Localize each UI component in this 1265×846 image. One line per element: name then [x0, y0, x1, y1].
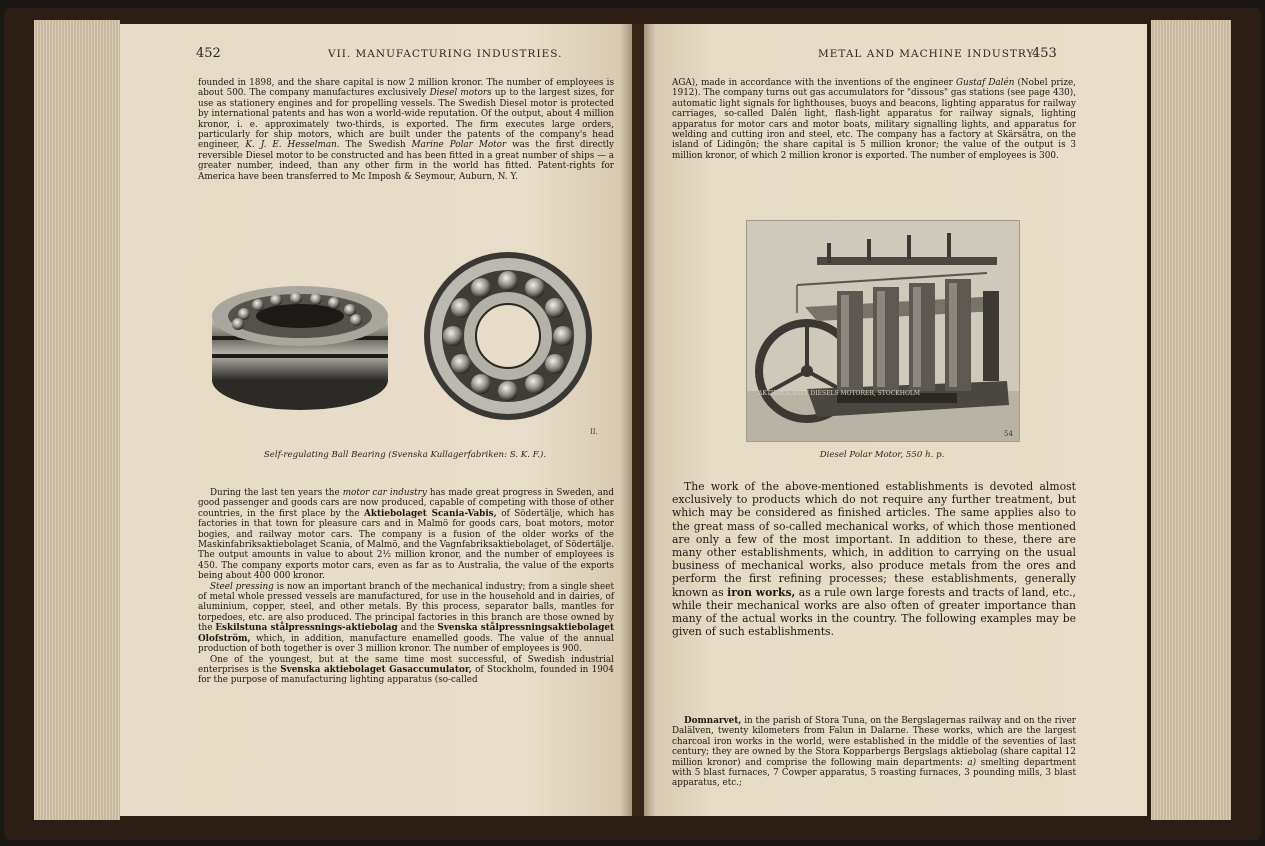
running-head-left: VII. MANUFACTURING INDUSTRIES.	[328, 48, 563, 60]
text-run: Marine Polar Motor	[411, 140, 507, 151]
text-run: The work of the above-mentioned establishments is devoted almost exclusively to products which do not require any further treatment, but which may be considered as finished articles. The same applies also to the great mass of so-called mechanical works, of which those mentioned are only a few of the most important. In addition to these, there are many other establishments, which, in addition to carrying on the usual business of mechanical works, also produce metals from the ores and perform the first refining processes; these establishments, generally known as	[672, 480, 1076, 599]
running-head-right: METAL AND MACHINE INDUSTRY.	[818, 48, 1038, 60]
left-page-edges	[34, 20, 120, 820]
right-paragraph-2	[672, 480, 1076, 638]
ball-bearing-illustration	[208, 250, 608, 450]
text-run: Steel pressing	[210, 581, 274, 592]
page-number-right: 453	[1032, 46, 1057, 61]
text-run: and the	[397, 623, 438, 634]
text-run: The Swedish	[339, 140, 412, 151]
motor-plate-text: AKTIEBOLAGET DIESELS MOTORER, STOCKHOLM	[758, 390, 921, 397]
figure-mark: II.	[590, 428, 598, 436]
text-run: of Stockholm, founded in 1904 for the purpose of manufacturing lighting apparatus (so-called	[198, 664, 614, 686]
text-run: of Södertälje, which has factories in that town for pleasure cars and in Malmö for goods cars, boat motors, motor bogies, and railway motor cars. The company is a fusion of the older works of the Maskinfabriksaktiebolaget Scania, of Malmö, and the Vagnfabriksaktiebolaget, of Södertälje. The output amounts in value to about 2½ million kronor, and the number of employees is 450. The company exports motor cars, even as far as to Australia, the value of the exports being about 400 000 kronor.	[198, 508, 614, 582]
text-run: which, in addition, manufacture enamelled goods. The value of the annual production of both together is over 3 million kronor. The number of employees is 900.	[198, 633, 614, 655]
ball-bearing-caption: Self-regulating Ball Bearing (Svenska Kullagerfabriken: S. K. F.).	[263, 450, 547, 460]
text-run: Svenska stålpressningsaktiebolaget Olofström,	[198, 623, 615, 644]
book-gutter	[620, 24, 656, 816]
photo-number: 54	[1004, 430, 1013, 438]
text-run: Domnarvet,	[684, 716, 742, 726]
text-run: founded in 1898, and the share capital is now 2 million kronor. The number of employees is about 500. The company manufactures exclusively	[198, 78, 614, 99]
radial-ball-bearing	[424, 252, 592, 420]
text-run: (Nobel prize, 1912). The company turns out gas accumulators for "dissous" gas stations (see page 430), automatic light signals for lighthouses, buoys and beacons, lighting apparatus for railway carriages, so-called Dalén light, flash-light apparatus for railway signals, lighting apparatus for motor cars and motor boats, military signalling lights, and apparatus for welding and cutting iron and steel, etc. The company has a factory at Skärsätra, on the island of Lidingön; the share capital is 5 million kronor; the value of the output is 3 million kronor, of which 2 million kronor is exported. The number of employees is 300.	[672, 78, 1076, 161]
text-run: K. J. E. Hesselman.	[245, 140, 340, 151]
text-run: Diesel motors	[429, 88, 492, 99]
text-run: Aktiebolaget Scania-Vabis,	[364, 508, 497, 519]
diesel-motor-photo	[746, 220, 1020, 442]
diesel-motor-drawing	[747, 221, 1019, 441]
text-run: has made great progress in Sweden, and good passenger and goods cars are now produced, capable of competing with those of other countries, in the first place by the	[198, 488, 615, 519]
text-run: Svenska aktiebolaget Gasaccumulator,	[280, 664, 472, 675]
text-run: was the first directly reversible Diesel motor to be constructed and has been fitted in a great number of ships — a greater number, indeed, than any other firm in the world has fitted. Patent-rights for America have been transferred to Mc Imposh & Seymour, Auburn, N. Y.	[198, 140, 614, 182]
right-paragraph-3	[672, 716, 1076, 789]
text-run: One of the youngest, but at the same time most successful, of Swedish industrial enterprises is the	[198, 654, 614, 675]
right-page-edges	[1151, 20, 1231, 820]
text-run: a)	[967, 757, 977, 768]
page-number-left: 452	[196, 46, 221, 61]
text-run: Eskilstuna stålpressnings-aktiebolag	[215, 623, 398, 634]
diesel-motor-caption: Diesel Polar Motor, 550 h. p.	[819, 450, 945, 460]
right-paragraph-1	[672, 78, 1076, 161]
text-run: motor car industry	[342, 488, 427, 498]
text-run: in the parish of Stora Tuna, on the Bergslagernas railway and on the river Dalälven, twenty kilometers from Falun in Dalarne. These works, which are the largest charcoal iron works in the world, were established in the middle of the seventies of last century; they are owned by the Stora Kopparbergs Bergslags aktiebolag (share capital 12 million kronor) and comprise the following main departments:	[672, 716, 1076, 768]
text-run: AGA), made in accordance with the inventions of the engineer	[672, 78, 957, 88]
left-paragraph-1	[198, 78, 614, 182]
thrust-bearing	[212, 286, 388, 410]
text-run: smelting department with 5 blast furnaces, 7 Cowper apparatus, 5 roasting furnaces, 3 pounding mills, 3 blast apparatus, etc.;	[672, 757, 1076, 789]
text-run: Gustaf Dalén	[956, 78, 1015, 88]
left-paragraph-2	[198, 488, 614, 686]
text-run: During the last ten years the	[210, 488, 343, 498]
text-run: as a rule own large forests and tracts of land, etc., while their mechanical works are also often of greater importance than many of the actual works in the country. The following examples may be given of such establishments.	[672, 585, 1076, 639]
text-run: iron works,	[727, 585, 796, 599]
text-run: is now an important branch of the mechanical industry; from a single sheet of metal whole pressed vessels are manufactured, for use in the household and in dairies, of aluminium, copper, steel, and other metals. By this process, separator balls, mantles for torpedoes, etc. are also produced. The principal factories in this branch are those owned by the	[198, 581, 614, 634]
text-run: up to the largest sizes, for use as stationery engines and for propelling vessels. The Swedish Diesel motor is protected by international patents and has won a world-wide reputation. Of the output, about 4 million kronor, i. e. approximately two-thirds, is exported. The firm executes large orders, particularly for ship motors, which are built under the patents of the company's head engineer,	[198, 88, 615, 151]
